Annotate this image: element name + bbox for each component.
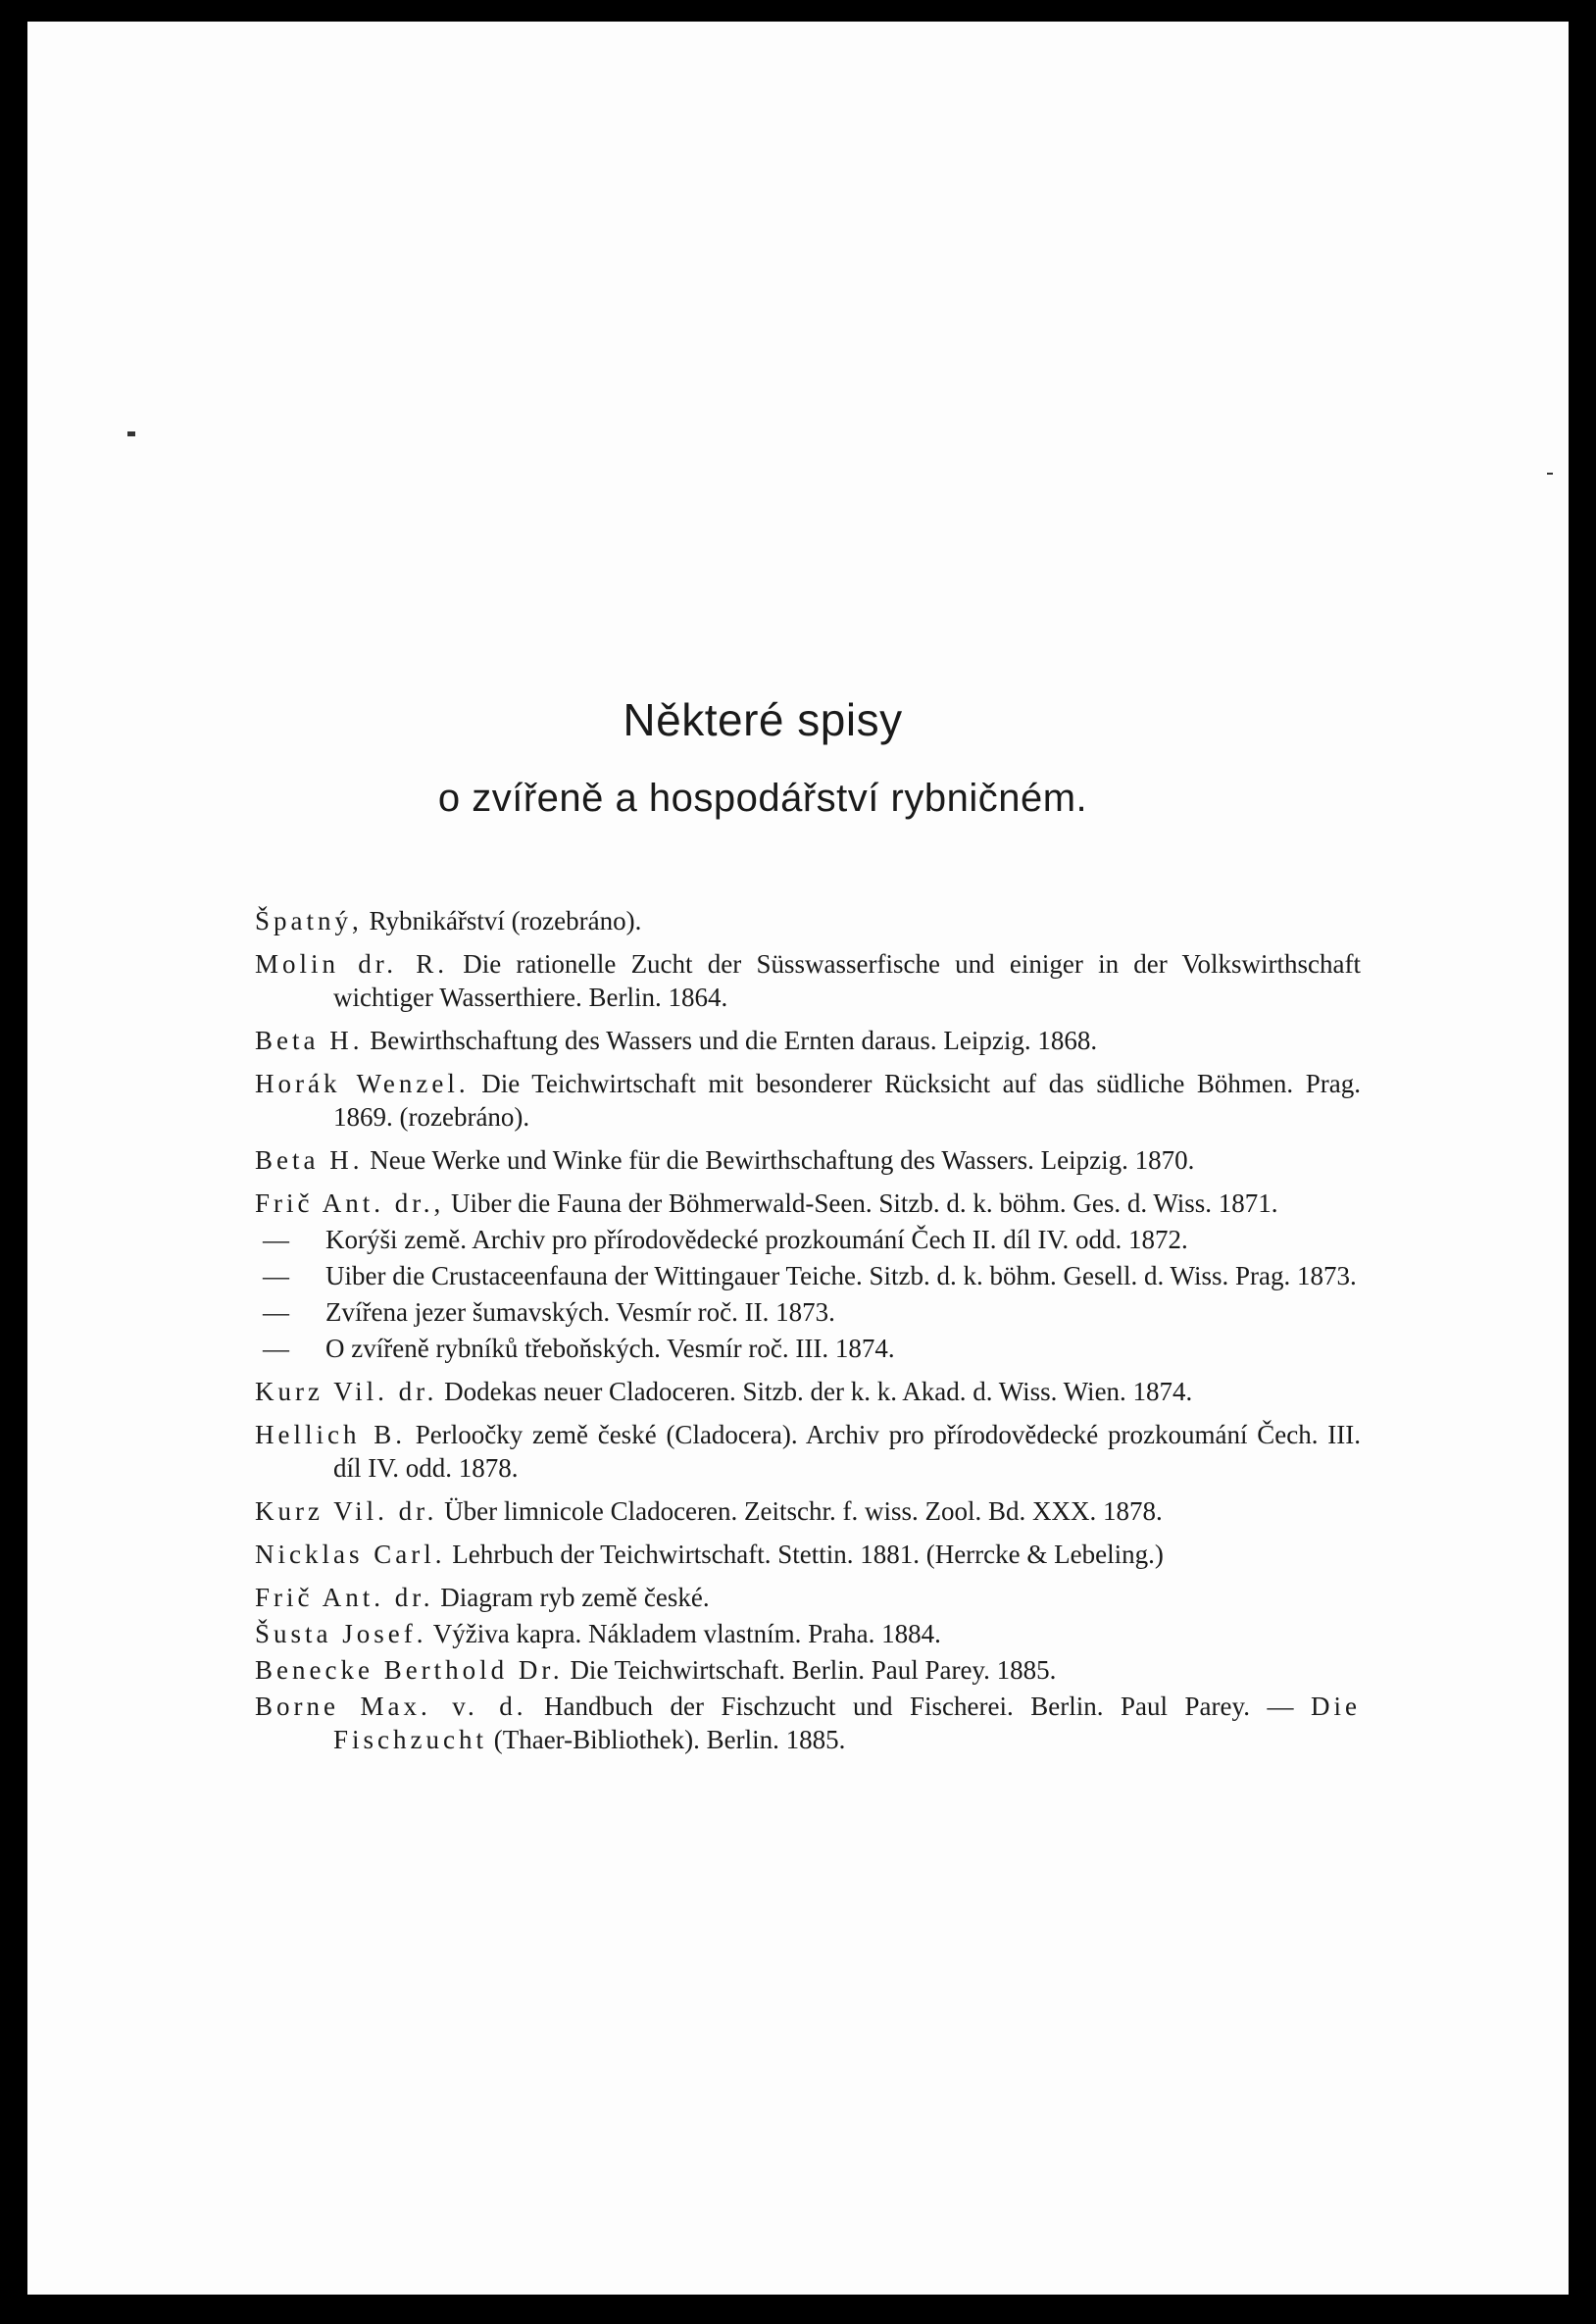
print-mark [127, 431, 135, 436]
entry-text: Lehrbuch der Teichwirtschaft. Stettin. 1881. (Herrcke & Lebeling.) [445, 1540, 1164, 1569]
ditto-dash: — [263, 1225, 289, 1254]
ditto-dash: — [263, 1297, 289, 1327]
entry-spaced-title: Die Fischzucht [333, 1692, 1361, 1754]
print-mark [1547, 473, 1553, 475]
entry-author: Kurz Vil. dr. [255, 1377, 438, 1406]
ditto-dash: — [263, 1261, 289, 1290]
entry-text: Die Teichwirtschaft mit besonderer Rücksicht auf das südliche Böhmen. Prag. 1869. (rozebráno). [333, 1069, 1361, 1132]
bibliography-entry [255, 1295, 1361, 1329]
entry-author: Hellich B. [255, 1420, 406, 1449]
entry-author: Šusta Josef. [255, 1619, 427, 1648]
bibliography-entry [255, 1538, 1361, 1571]
entry-text: Rybnikářství (rozebráno). [362, 906, 642, 935]
entry-text: Zvířena jezer šumavských. Vesmír roč. II. 1873. [325, 1297, 835, 1327]
bibliography-entry [255, 1494, 1361, 1528]
entry-text: Die rationelle Zucht der Süsswasserfische und einiger in der Volkswirthschaft wichtiger Wasserthiere. Berlin. 1864. [333, 949, 1361, 1012]
entry-author: Kurz Vil. dr. [255, 1496, 438, 1526]
bibliography-entry [255, 1617, 1361, 1650]
bibliography-entry [255, 1223, 1361, 1256]
entry-author: Špatný, [255, 906, 363, 935]
entry-text: Korýši země. Archiv pro přírodovědecké prozkoumání Čech II. díl IV. odd. 1872. [325, 1225, 1188, 1254]
bibliography-entry [255, 1187, 1361, 1220]
entry-text: Über limnicole Cladoceren. Zeitschr. f. wiss. Zool. Bd. XXX. 1878. [437, 1496, 1163, 1526]
bibliography-entry [255, 1581, 1361, 1614]
entry-author: Benecke Berthold Dr. [255, 1655, 564, 1685]
entry-text-after: (Thaer-Bibliothek). Berlin. 1885. [486, 1725, 846, 1754]
entry-author: Beta H. [255, 1145, 364, 1175]
entry-text: Diagram ryb země české. [433, 1583, 710, 1612]
entry-text: Bewirthschaftung des Wassers und die Ernten daraus. Leipzig. 1868. [363, 1026, 1098, 1055]
entry-text: Perloočky země české (Cladocera). Archiv pro přírodovědecké prozkoumání Čech. III. díl IV. odd. 1878. [333, 1420, 1361, 1483]
entry-author: Horák Wenzel. [255, 1069, 470, 1098]
bibliography-entry [255, 1418, 1361, 1485]
entry-text: Dodekas neuer Cladoceren. Sitzb. der k. k. Akad. d. Wiss. Wien. 1874. [437, 1377, 1193, 1406]
page-title: Některé spisy [623, 694, 903, 745]
entry-text: Výživa kapra. Nákladem vlastním. Praha. 1884. [426, 1619, 941, 1648]
book-page [27, 22, 1569, 2295]
bibliography-list [255, 904, 1361, 1766]
entry-text: Neue Werke und Winke für die Bewirthschaftung des Wassers. Leipzig. 1870. [363, 1145, 1195, 1175]
entry-text: Die Teichwirtschaft. Berlin. Paul Parey. 1885. [563, 1655, 1057, 1685]
entry-text: Handbuch der Fischzucht und Fischerei. Berlin. Paul Parey. — [526, 1692, 1311, 1721]
bibliography-entry [255, 1259, 1361, 1292]
bibliography-entry [255, 1375, 1361, 1408]
bibliography-entry [255, 1332, 1361, 1365]
entry-text: O zvířeně rybníků třeboňských. Vesmír roč. III. 1874. [325, 1334, 895, 1363]
entry-author: Frič Ant. dr., [255, 1188, 445, 1218]
entry-text: Uiber die Fauna der Böhmerwald-Seen. Sitzb. d. k. böhm. Ges. d. Wiss. 1871. [444, 1188, 1278, 1218]
entry-text: Uiber die Crustaceenfauna der Wittingauer Teiche. Sitzb. d. k. böhm. Gesell. d. Wiss. Prag. 1873. [325, 1261, 1357, 1290]
bibliography-entry [255, 1653, 1361, 1687]
bibliography-entry [255, 1024, 1361, 1057]
entry-author: Frič Ant. dr. [255, 1583, 434, 1612]
bibliography-entry [255, 1143, 1361, 1177]
bibliography-entry [255, 947, 1361, 1014]
entry-author: Borne Max. v. d. [255, 1692, 527, 1721]
bibliography-entry [255, 904, 1361, 937]
entry-author: Nicklas Carl. [255, 1540, 446, 1569]
page-subtitle: o zvířeně a hospodářství rybničném. [437, 777, 1088, 820]
entry-author: Beta H. [255, 1026, 364, 1055]
ditto-dash: — [263, 1334, 289, 1363]
entry-author: Molin dr. R. [255, 949, 448, 979]
bibliography-entry [255, 1690, 1361, 1756]
bibliography-entry [255, 1067, 1361, 1134]
